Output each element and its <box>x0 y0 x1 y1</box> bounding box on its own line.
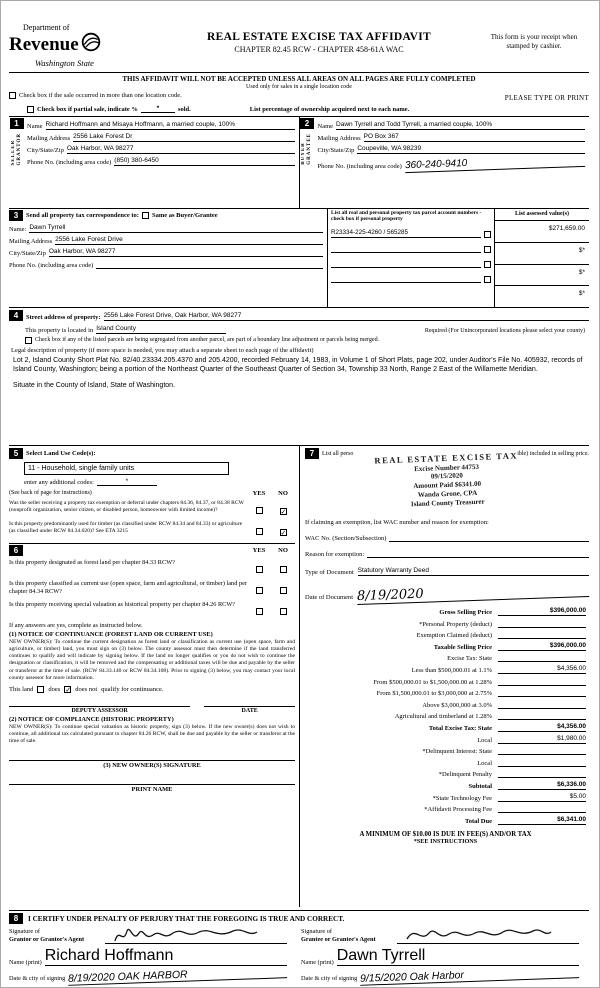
buyer-name-field[interactable]: Dawn Tyrrell and Todd Tyrrell, a married couple, 100% <box>336 121 585 130</box>
exemption-note: If claiming an exemption, list WAC number and reason for exemption: <box>305 519 489 526</box>
grantor-signature-block <box>9 928 297 986</box>
wac-label: WAC No. (Section/Subsection) <box>305 535 387 542</box>
historic-no-checkbox[interactable] <box>280 608 287 615</box>
grantor-date-city-field[interactable]: 8/19/2020 OAK HARBOR <box>68 966 287 987</box>
form-title: REAL ESTATE EXCISE TAX AFFIDAVIT <box>207 31 431 43</box>
seller-address-label: Mailing Address <box>27 135 71 142</box>
section-3 <box>9 208 589 307</box>
seller-csz-field[interactable]: Oak Harbor, WA 98277 <box>67 145 295 154</box>
grantee-signature-block <box>297 928 589 986</box>
delinquent-penalty-field[interactable] <box>498 769 586 778</box>
fee-row: Total Excise Tax: State $4,356.00 <box>428 722 586 732</box>
corr-phone-field[interactable] <box>96 260 323 269</box>
treasurer-stamp <box>336 449 558 511</box>
fee-row: Total Due $6,341.00 <box>464 815 586 825</box>
grantee-name-print-label: Name (print) <box>301 959 334 967</box>
fee-row: Taxable Selling Price $396,000.00 <box>433 641 586 651</box>
mid-grid <box>9 445 589 907</box>
multi-location-checkbox[interactable] <box>9 92 16 99</box>
personal-property-label-right: ible) included in selling price. <box>517 450 589 457</box>
grantor-signature-scribble <box>111 925 261 947</box>
doc-type-field[interactable]: Statutory Warranty Deed <box>358 567 589 576</box>
grantor-signature-of-label: Signature of <box>9 928 40 936</box>
seller-phone-field[interactable]: (850) 380-6450 <box>114 157 294 166</box>
current-use-question: Is this property classified as current use (open space, farm and agricultural, or timber) land per chapter 84.34 RCW? <box>9 580 247 595</box>
current-use-no-checkbox[interactable] <box>280 587 287 594</box>
legal-description-label: Legal description of property (if more space is needed, you may attach a separate sheet to each page of the affidavit) <box>11 347 314 354</box>
additional-codes-field[interactable]: * <box>97 478 157 486</box>
corr-name-label: Name: <box>9 226 27 233</box>
fee-row: Exemption Claimed (deduct) <box>305 630 586 639</box>
stamp-treasurer-name: Wanda Grone, CPA <box>417 488 478 499</box>
section-5-badge: 5 <box>9 448 23 459</box>
parcel-number-field[interactable] <box>331 244 481 253</box>
exemption-claimed-field[interactable] <box>498 630 586 639</box>
forest-yes-checkbox[interactable] <box>256 566 263 573</box>
forest-no-checkbox[interactable] <box>280 566 287 573</box>
stamp-office: Island County Treasurer <box>410 497 485 508</box>
parcel-numbers-header: List all real and personal property tax parcel account numbers - check box if personal property <box>331 210 482 223</box>
stamp-title: REAL ESTATE EXCISE TAX <box>374 450 519 466</box>
parcel-number-field[interactable]: R23334-225-4260 / 565285 <box>331 229 481 238</box>
street-address-field[interactable]: 2556 Lake Forest Drive, Oak Harbor, WA 98277 <box>104 312 589 321</box>
tier2-tax-field[interactable] <box>498 677 586 686</box>
legal-description-text[interactable]: Lot 2, Island County Short Plat No. 82/40.23334.205.4370 and 205.4200, recorded February 14, 1983, in Volume 1 of Short Plats, page 202, under Auditor's File No. 405932, records of Island County, Washington; being a portion of the Northeast Quarter of the Southeast Quarter of Section 34, Township 33 North, Range 2 East of the Willamette Meridian. <box>13 357 583 374</box>
parties-section <box>9 116 589 208</box>
parcel-personal-checkbox[interactable] <box>484 246 491 253</box>
receipt-note: This form is your receipt when stamped by cashier. <box>490 33 578 51</box>
top-checkboxes <box>9 92 589 113</box>
print-name-line[interactable]: PRINT NAME <box>9 784 295 793</box>
partial-sale-checkbox[interactable] <box>27 106 34 113</box>
grantee-agent-label: Grantee or Grantee's Agent <box>301 936 376 944</box>
delinquent-interest-local-field[interactable] <box>498 758 586 767</box>
dept-of-label: Department of <box>23 23 70 32</box>
qualify-label: qualify for continuance. <box>101 685 164 693</box>
personal-property-deduct-field[interactable] <box>498 619 586 628</box>
section-6-badge: 6 <box>9 545 23 556</box>
revenue-label: Revenue <box>9 34 79 55</box>
located-in-label: This property is located in <box>25 327 94 334</box>
timber-question: Is this property predominantly used for timber (as classified under RCW 84.34 and 84.33) or agriculture (as classified under RCW 84.34.020)? See ETA 3215 <box>9 521 243 534</box>
excise-tax-state-field[interactable] <box>498 653 586 662</box>
minimum-fee-note: A MINIMUM OF $10.00 IS DUE IN FEE(S) AND/OR TAX <box>359 830 532 838</box>
buyer-phone-field[interactable]: 360-240-9410 <box>405 154 586 173</box>
partial-sale-suffix: sold. <box>177 106 191 113</box>
fee-row: *Delinquent Interest: State <box>305 746 586 755</box>
fee-row: *State Technology Fee $5.00 <box>432 792 586 802</box>
yes-column-header: YES <box>252 490 266 497</box>
does-label: does <box>48 685 61 693</box>
exemption-question: Was the seller receiving a property tax exemption or deferral under chapters 84.36, 84.37, or 84.38 RCW (nonprofit organization, senior citizen, or disabled person, homeowner with limited income)? <box>9 500 244 513</box>
assessed-value-field[interactable]: $271,659.00 <box>495 221 589 243</box>
grantee-date-city-field[interactable]: 9/15/2020 Oak Harbor <box>360 966 579 987</box>
deputy-assessor-signature-line[interactable]: DEPUTY ASSESSOR <box>9 706 190 714</box>
fee-row: Gross Selling Price $396,000.00 <box>439 607 586 616</box>
same-as-buyer-label: Same as Buyer/Grantee <box>151 212 218 219</box>
grantor-name-print-field[interactable]: Richard Hoffmann <box>45 947 287 966</box>
grantee-signature-of-label: Signature of <box>301 928 332 936</box>
section-4-badge: 4 <box>9 310 23 321</box>
delinquent-interest-state-field[interactable] <box>498 746 586 755</box>
parcel-personal-checkbox[interactable] <box>484 276 491 283</box>
notice-continuance-text: NEW OWNER(S): To continue the current designation as forest land or classification as current use (open space, farm and agriculture, or timber) land, you must sign on (3) below. The county assessor must then determine if the land transferred continues to qualify and will indicate by signing below. If the land no longer qualifies or you do not wish to continue the designation or classification, it will be removed and the compensating or additional taxes will be due and payable by the seller or transferor at the time of sale. (RCW 84.33.140 or RCW 84.34.108). Prior to signing (3) below, you may contact your local county assessor for more information. <box>9 639 295 681</box>
parcel-number-field[interactable] <box>331 274 481 283</box>
assessed-values-header: List assessed value(s) <box>495 209 589 221</box>
reason-field[interactable] <box>367 549 589 558</box>
affidavit-processing-fee-field[interactable] <box>498 804 586 813</box>
grantor-date-city-label: Date & city of signing <box>9 975 66 983</box>
section-1-badge: 1 <box>10 118 24 129</box>
tier3-tax-field[interactable] <box>498 688 586 697</box>
total-excise-state-field[interactable]: $4,356.00 <box>498 723 586 732</box>
assessed-value-field[interactable]: $* <box>495 265 589 287</box>
section-2-badge: 2 <box>300 118 314 129</box>
yes-column-header: YES <box>252 547 266 554</box>
section-4 <box>9 307 589 445</box>
fee-row: Agricultural and timberland at 1.28% <box>305 711 586 720</box>
seller-grantor-side-label: SELLER GRANTOR <box>10 133 22 166</box>
timber-yes-checkbox[interactable] <box>256 528 263 535</box>
gross-selling-price-field[interactable]: $396,000.00 <box>498 607 586 616</box>
tier4-tax-field[interactable] <box>498 700 586 709</box>
fee-row: Less than $500,000.01 at 1.1% $4,356.00 <box>411 664 586 674</box>
buyer-csz-label: City/State/Zip <box>317 147 355 154</box>
form-subtitle: CHAPTER 82.45 RCW - CHAPTER 458-61A WAC <box>234 45 404 54</box>
deputy-assessor-date-line[interactable]: DATE <box>204 706 295 714</box>
fee-row: From $500,000.01 to $1,500,000.00 at 1.28% <box>305 677 586 686</box>
buyer-grantee-side-label: BUYER GRANTEE <box>301 133 312 165</box>
new-owner-signature-line[interactable]: (3) NEW OWNER(S) SIGNATURE <box>9 760 295 769</box>
buyer-address-label: Mailing Address <box>317 135 361 142</box>
partial-sale-label: Check box if partial sale, indicate % <box>37 106 138 113</box>
wac-field[interactable] <box>389 533 589 542</box>
county-select[interactable]: Island County <box>96 325 226 334</box>
stamp-amount-paid: Amount Paid $6341.00 <box>413 479 482 491</box>
fee-row: Subtotal $6,336.00 <box>468 780 586 790</box>
parcel-row <box>331 274 491 283</box>
notice-compliance-title: (2) NOTICE OF COMPLIANCE (HISTORIC PROPERTY) <box>9 715 174 723</box>
agricultural-tax-field[interactable] <box>498 711 586 720</box>
seller-grantor-box <box>9 117 299 208</box>
grantor-signature-field[interactable] <box>105 928 287 944</box>
buyer-address-field[interactable]: PO Box 367 <box>364 133 585 142</box>
notice-continuance-title: (1) NOTICE OF CONTINUANCE (FOREST LAND OR CURRENT USE) <box>9 631 213 638</box>
see-instructions-note: *SEE INSTRUCTIONS <box>413 837 478 845</box>
timber-no-checkbox[interactable]: ✓ <box>280 529 287 537</box>
does-not-label: does not <box>75 685 98 693</box>
parcel-row <box>331 259 491 268</box>
required-note: Required (For Unincorporated locations please select your county) <box>424 328 585 334</box>
buyer-phone-label: Phone No. (including area code) <box>317 162 402 170</box>
dor-emblem-icon <box>81 32 101 58</box>
parcel-personal-checkbox[interactable] <box>484 231 491 238</box>
please-type-note: PLEASE TYPE OR PRINT <box>504 94 589 102</box>
ownership-note: List percentage of ownership acquired next to each name. <box>249 106 410 113</box>
does-not-qualify-checkbox[interactable]: ✓ <box>65 685 72 694</box>
seller-csz-label: City/State/Zip <box>27 147 64 154</box>
seller-name-label: Name <box>27 123 43 130</box>
seller-address-field[interactable]: 2556 Lake Forest Dr <box>73 133 294 142</box>
fee-row: Above $3,000,000 at 3.0% <box>305 700 586 709</box>
stamp-excise-number: Excise Number 44753 <box>414 462 480 473</box>
grantee-date-city-label: Date & city of signing <box>301 975 358 983</box>
buyer-grantee-box <box>299 117 590 208</box>
same-as-buyer-checkbox[interactable] <box>142 212 149 219</box>
state-technology-fee-field[interactable]: $5.00 <box>498 793 586 802</box>
exemption-no-checkbox[interactable]: ✓ <box>280 508 287 516</box>
fee-row: Local <box>305 758 586 767</box>
washington-state-label: Washington State <box>35 58 94 68</box>
multi-location-label: Check box if the sale occurred in more than one location code. <box>19 92 182 99</box>
current-use-yes-checkbox[interactable] <box>256 587 263 594</box>
subtotal-field[interactable]: $6,336.00 <box>498 781 586 790</box>
notice-compliance-text: NEW OWNER(S): To continue special valuation as historic property, sign (3) below. If the new owner(s) does not wish to continue, all additional tax calculated pursuant to chapter 84.26 RCW, shall be due and payable by the seller or transferor at the time of sale. <box>9 723 295 745</box>
land-use-label: Select Land Use Code(s): <box>26 450 96 457</box>
section-8 <box>9 910 589 986</box>
segregated-checkbox[interactable] <box>25 337 32 344</box>
reason-label: Reason for exemption: <box>305 551 365 558</box>
parcel-row <box>331 244 491 253</box>
grantor-agent-label: Grantor or Grantor's Agent <box>9 936 85 944</box>
if-yes-note: If any answers are yes, complete as instructed below. <box>9 622 143 629</box>
grantee-signature-field[interactable] <box>397 928 579 944</box>
fee-row: Local $1,980.00 <box>477 734 586 744</box>
stamp-date: 09/15/2020 <box>430 471 463 481</box>
certify-statement: I CERTIFY UNDER PENALTY OF PERJURY THAT THE FOREGOING IS TRUE AND CORRECT. <box>28 914 345 923</box>
doc-type-label: Type of Document <box>305 569 354 576</box>
segregated-label: Check box if any of the listed parcels are being segregated from another parcel, are part of a boundary line adjustment or parcels being merged. <box>35 337 380 343</box>
total-excise-local-field[interactable]: $1,980.00 <box>498 735 586 744</box>
total-due-field[interactable]: $6,341.00 <box>498 816 586 825</box>
corr-csz-label: City/State/Zip <box>9 250 46 257</box>
does-qualify-checkbox[interactable] <box>37 686 44 693</box>
grantor-name-print-label: Name (print) <box>9 959 42 967</box>
buyer-name-label: Name <box>317 123 334 130</box>
additional-codes-label: enter any additional codes: <box>24 479 94 486</box>
doc-date-label: Date of Document <box>305 594 354 601</box>
fee-row: *Personal Property (deduct) <box>305 619 586 628</box>
corr-csz-field[interactable]: Oak Harbor, WA 98277 <box>49 248 323 257</box>
warning-banner: THIS AFFIDAVIT WILL NOT BE ACCEPTED UNLESS ALL AREAS ON ALL PAGES ARE FULLY COMPLETED <box>9 72 589 83</box>
street-address-label: Street address of property: <box>26 314 101 321</box>
corr-name-field[interactable]: Dawn Tyrrell <box>29 224 323 233</box>
buyer-csz-field[interactable]: Coupeville, WA 98239 <box>357 145 585 154</box>
exemption-yes-checkbox[interactable] <box>256 507 263 514</box>
section-7 <box>305 448 589 605</box>
no-column-header: NO <box>278 547 288 554</box>
fees-table <box>305 607 589 845</box>
historic-yes-checkbox[interactable] <box>256 608 263 615</box>
correspondence-label: Send all property tax correspondence to: <box>26 212 139 219</box>
section-6 <box>9 543 295 793</box>
fee-row: Excise Tax: State <box>305 653 586 662</box>
single-location-note: Used only for sales in a single location code <box>246 84 352 90</box>
no-column-header: NO <box>278 490 288 497</box>
seller-phone-label: Phone No. (including area code) <box>27 159 112 166</box>
parcel-number-field[interactable] <box>331 259 481 268</box>
parcel-row <box>331 229 491 238</box>
parcel-personal-checkbox[interactable] <box>484 261 491 268</box>
situate-text[interactable]: Situate in the County of Island, State of Washington. <box>13 382 176 390</box>
section-7-badge: 7 <box>305 448 319 459</box>
doc-date-field[interactable]: 8/19/2020 <box>357 581 589 605</box>
land-use-code-select[interactable]: 11 - Household, single family units <box>24 462 229 475</box>
seller-name-field[interactable]: Richard Hoffmann and Misaya Hoffmann, a married couple, 100% <box>46 121 295 130</box>
corr-address-label: Mailing Address <box>9 238 53 245</box>
see-back-note: (See back of page for instructions) <box>9 490 92 496</box>
corr-phone-label: Phone No. (including area code) <box>9 262 94 269</box>
section-3-badge: 3 <box>9 210 23 221</box>
fee-row: From $1,500,000.01 to $3,000,000 at 2.75% <box>305 688 586 697</box>
form-header <box>9 23 589 68</box>
this-land-label: This land <box>9 685 34 693</box>
personal-property-label-left: List all perso <box>322 450 354 457</box>
grantee-name-print-field[interactable]: Dawn Tyrrell <box>337 947 579 966</box>
assessed-value-field[interactable]: $* <box>495 243 589 265</box>
corr-address-field[interactable]: 2556 Lake Forest Drive <box>55 236 323 245</box>
fee-row: *Delinquent Penalty <box>305 769 586 778</box>
taxable-selling-price-field[interactable]: $396,000.00 <box>498 642 586 651</box>
dor-logo <box>9 23 159 68</box>
forest-land-question: Is this property designated as forest land per chapter 84.33 RCW? <box>9 559 175 566</box>
section-5 <box>9 448 295 539</box>
tier1-tax-field[interactable]: $4,356.00 <box>498 665 586 674</box>
partial-sale-percent-field[interactable]: * <box>141 105 175 113</box>
section-8-badge: 8 <box>9 913 23 924</box>
historic-question: Is this property receiving special valuation as historical property per chapter 84.26 RCW? <box>9 601 236 608</box>
fee-row: *Affidavit Processing Fee <box>305 804 586 813</box>
grantee-signature-scribble <box>403 925 553 947</box>
assessed-value-field[interactable]: $* <box>578 290 585 298</box>
